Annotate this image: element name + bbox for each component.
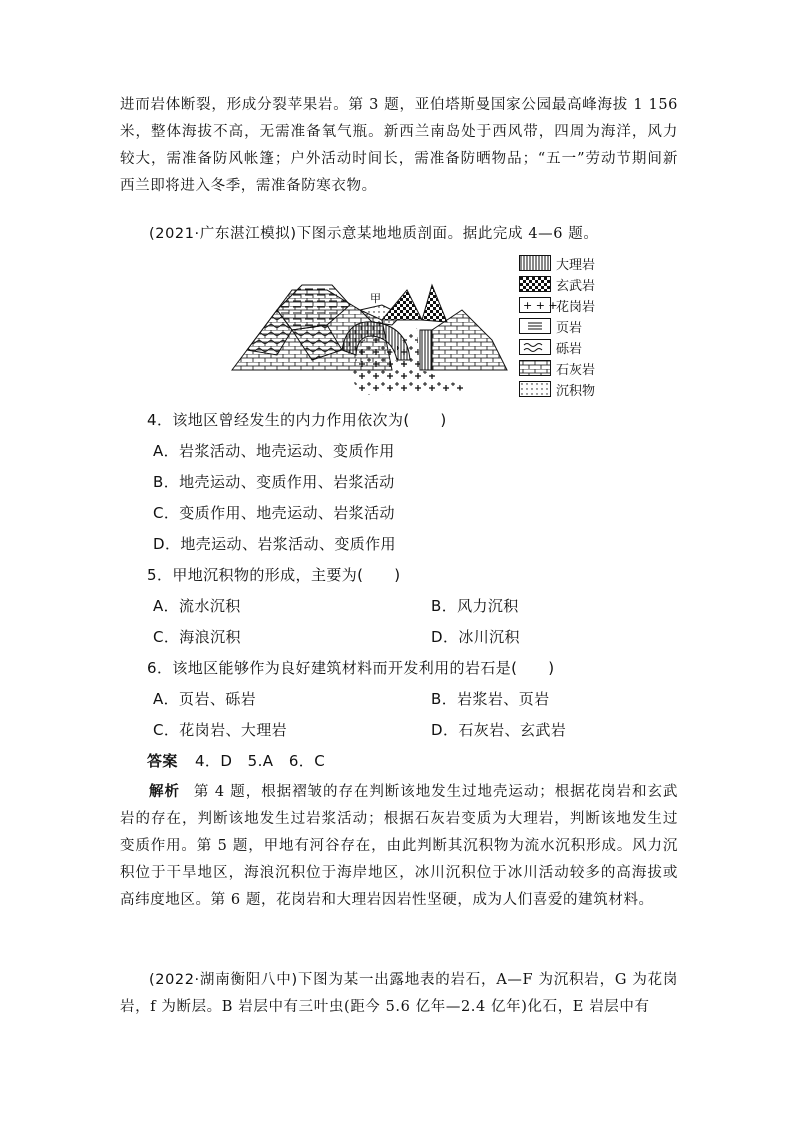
answer-line <box>147 751 325 771</box>
basalt-peak-left <box>382 290 422 320</box>
svg-text:+ + +: + + + <box>523 299 558 312</box>
q6-option-d[interactable]: D．石灰岩、玄武岩 <box>431 721 567 739</box>
q4-option-d[interactable]: D．地壳运动、岩浆活动、变质作用 <box>153 535 396 553</box>
q5-option-a[interactable]: A．流水沉积 <box>153 597 241 615</box>
explanation-paragraph-continued: 进而岩体断裂，形成分裂苹果岩。第 3 题，亚伯塔斯曼国家公园最高峰海拔 1 156 米，整体海拔不高，无需准备氧气瓶。新西兰南岛处于西风带，四周为海洋，风力较大，需准备防风帐篷；户外活动时间长，需准备防晒物品；“五一”劳动节期间新西兰即将进入冬季，需准备防寒衣物。 <box>120 97 678 194</box>
question-4-stem: 4．该地区曾经发生的内力作用依次为( ) <box>147 411 447 429</box>
wave-pattern-icon <box>519 339 551 355</box>
q6-option-b[interactable]: B．岩浆岩、页岩 <box>431 690 550 708</box>
vertical-lines-pattern-icon <box>519 255 551 271</box>
q4-option-a[interactable]: A．岩浆活动、地壳运动、变质作用 <box>153 442 395 460</box>
question-intro-next <box>120 967 678 1021</box>
answer-label: 答案 <box>147 752 178 770</box>
q5-option-b[interactable]: B．风力沉积 <box>431 597 519 615</box>
analysis-label: 解析 <box>149 784 180 800</box>
question-source: (2022·湖南衡阳八中) <box>149 972 298 988</box>
geologic-cross-section-figure <box>232 250 612 400</box>
question-5-stem: 5．甲地沉积物的形成，主要为( ) <box>147 566 401 584</box>
q6-option-a[interactable]: A．页岩、砾岩 <box>153 690 257 708</box>
q4-option-c[interactable]: C．变质作用、地壳运动、岩浆活动 <box>153 504 395 522</box>
document-page: 进而岩体断裂，形成分裂苹果岩。第 3 题，亚伯塔斯曼国家公园最高峰海拔 1 156 米，整体海拔不高，无需准备氧气瓶。新西兰南岛处于西风带，四周为海洋，风力较大，需准备防风帐篷；户外活动时间长，需准备防晒物品；“五一”劳动节期间新西兰即将进入冬季，需准备防寒衣物。 (2021·广东湛江模拟)下图示意某地地质剖面。据此完成 4—6 题。 甲 大理岩 玄武岩 + + + 花岗岩 页岩 砾岩 石灰岩 沉积物 4．该地区曾经发生的内力作用依次为( ) A．岩浆活动、地壳运动、变质作用 B．地壳运动、变质作用、岩浆活动 C．变质作用、地壳运动、岩浆活动 D．地壳运动、岩浆活动、变质作用 5．甲地沉积物的形成，主要为( ) A．流水沉积 B．风力沉积 C．海浪沉积 D．冰川沉积 6．该地区能够作为良好建筑材料而开发利用的岩石是( ) A．页岩、砾岩 B．岩浆岩、页岩 C．花岗岩、大理岩 D．石灰岩、玄武岩 答案 4．D 5.A 6．C 解析 第 4 题，根据褶皱的存在判断该地发生过地壳运动；根据花岗岩和玄武岩的存在，判断该地发生过岩浆活动；根据石灰岩变质为大理岩，判断该地发生过变质作用。第 5 题，甲地有河谷存在，由此判断其沉积物为流水沉积形成。风力沉积位于干旱地区，海浪沉积位于海岸地区，冰川沉积位于冰川活动较多的高海拔或高纬度地区。第 6 题，花岗岩和大理岩因岩性坚硬，成为人们喜爱的建筑材料。 (2022·湖南衡阳八中)下图为某一出露地表的岩石，A—F 为沉积岩，G 为花岗岩，f 为断层。B 岩层中有三叶虫(距今 5.6 亿年—2.4 亿年)化石，E 岩层中有 <box>0 0 794 1123</box>
q6-option-c[interactable]: C．花岗岩、大理岩 <box>153 721 288 739</box>
question-intro-text: 下图为某一出露地表的岩石，A—F 为沉积岩，G 为花岗岩，f 为断层。B 岩层中有三叶虫(距今 5.6 亿年—2.4 亿年)化石，E 岩层中有 <box>120 972 678 1015</box>
answer-text: 4．D 5.A 6．C <box>194 752 326 770</box>
question-intro-text: 下图示意某地地质剖面。据此完成 4—6 题。 <box>296 226 599 242</box>
q5-option-d[interactable]: D．冰川沉积 <box>431 628 520 646</box>
analysis-text: 第 4 题，根据褶皱的存在判断该地发生过地壳运动；根据花岗岩和玄武岩的存在，判断该地发生过岩浆活动；根据石灰岩变质为大理岩，判断该地发生过变质作用。第 5 题，甲地有河谷存在，由此判断其沉积物为流水沉积形成。风力沉积位于干旱地区，海浪沉积位于海岸地区，冰川沉积位于冰川活动较多的高海拔或高纬度地区。第 6 题，花岗岩和大理岩因岩性坚硬，成为人们喜爱的建筑材料。 <box>120 784 678 908</box>
q5-option-c[interactable]: C．海浪沉积 <box>153 628 241 646</box>
question-6-stem: 6．该地区能够作为良好建筑材料而开发利用的岩石是( ) <box>147 659 555 677</box>
dot-pattern-icon <box>519 381 551 397</box>
question-intro-4-6 <box>120 221 678 248</box>
plus-pattern-icon <box>519 297 558 313</box>
label-jia: 甲 <box>370 292 381 305</box>
question-source: (2021·广东湛江模拟) <box>149 226 297 242</box>
checker-pattern-icon <box>519 276 551 292</box>
dash-pattern-icon <box>519 318 551 334</box>
analysis-paragraph <box>120 779 678 914</box>
basalt-peak-right <box>422 285 447 322</box>
q4-option-b[interactable]: B．地壳运动、变质作用、岩浆活动 <box>153 473 395 491</box>
brick-pattern-icon <box>519 360 551 376</box>
marble-dike <box>420 330 432 370</box>
